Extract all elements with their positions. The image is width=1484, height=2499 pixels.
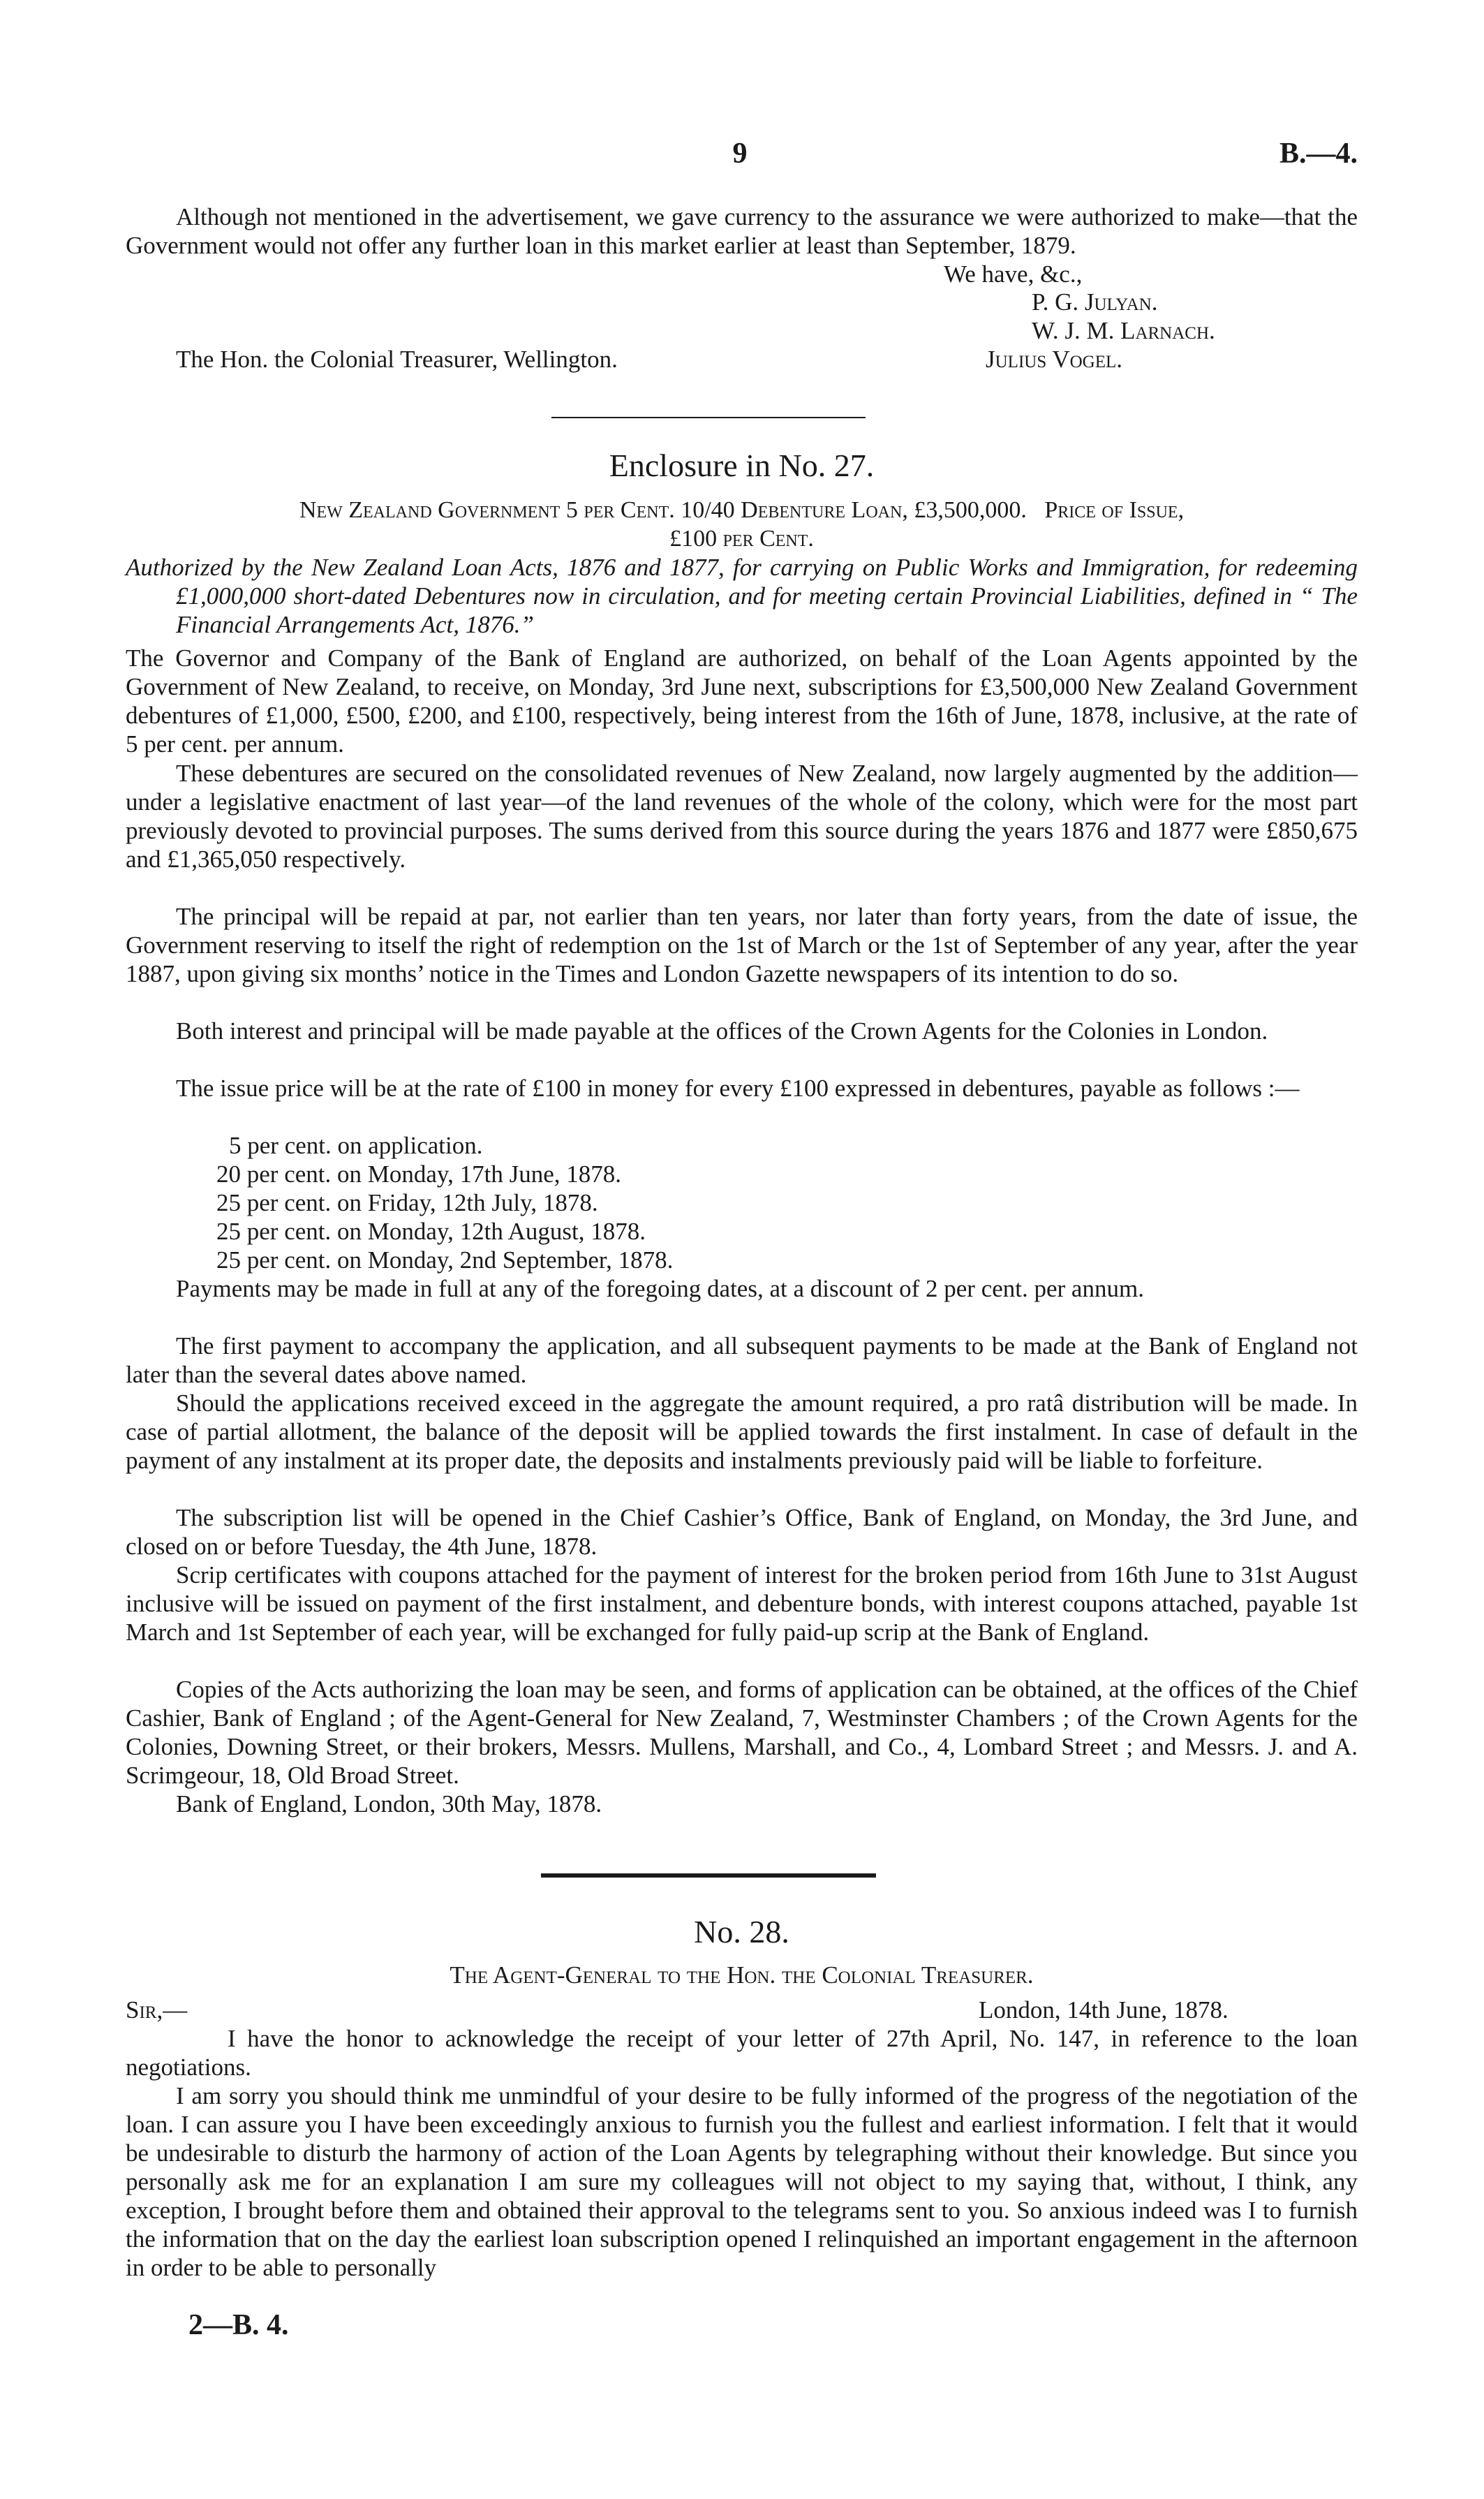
section-divider-thick [541,1873,876,1878]
signatory-1: P. G. Julyan. [1032,288,1158,316]
instalment-item: 25 per cent. on Monday, 2nd September, 1878. [216,1246,674,1274]
enclosure-paragraph-3: The principal will be repaid at par, not earlier than ten years, nor later than forty years, from the date of issue, the Government reserving to itself the right of redemption on the 1st of March or the 1st of September of any year, after the year 1887, upon giving six months’ notice in the Times and London Gazette newspapers of its intention to do so. [126,903,1358,987]
enclosure-paragraph-4: Both interest and principal will be made payable at the offices of the Crown Agents for the Colonies in London. [176,1017,1268,1045]
letter-28-paragraph-2: I am sorry you should think me unmindful of your desire to be fully informed of the progress of the negotiation of the loan. I can assure you I have been exceedingly anxious to furnish you the fullest and earliest information. I felt that it would be undesirable to disturb the harmony of action of the Loan Agents by telegraphing without their knowledge. But since you personally ask me for an explanation I am sure my colleagues will not object to my saying that, without, I think, any exception, I brought before them and obtained their approval to the telegrams sent to you. So anxious indeed was I to furnish the information that on the day the earliest loan subscription opened I relinquished an important engagement in the afternoon in order to be able to personally [126,2082,1358,2281]
enclosure-heading: Enclosure in No. 27. [609,448,875,483]
letter-28-date: London, 14th June, 1878. [979,1996,1229,2023]
letter-27-addressee: The Hon. the Colonial Treasurer, Wellington. [176,346,618,373]
enclosure-paragraph-5: The issue price will be at the rate of £100 in money for every £100 expressed in debentures, payable as follows :— [176,1075,1300,1102]
signatory-3: Julius Vogel. [986,346,1123,373]
section-divider [551,417,866,418]
enclosure-paragraph-9: The subscription list will be opened in the Chief Cashier’s Office, Bank of England, on Monday, the 3rd June, and closed on or before Tuesday, the 4th June, 1878. [126,1504,1358,1560]
signatory-2: W. J. M. Larnach. [1032,317,1215,344]
enclosure-paragraph-7: The first payment to accompany the application, and all subsequent payments to be made at the Bank of England not later than the several dates above named. [126,1332,1358,1388]
enclosure-paragraph-8: Should the applications received exceed in the aggregate the amount required, a pro ratâ distribution will be made. In case of partial allotment, the balance of the deposit will be applied towards the first instalment. In case of default in the payment of any instalment at its proper date, the deposits and instalments previously paid will be liable to forfeiture. [126,1389,1358,1474]
instalment-item: 5 per cent. on application. [229,1132,483,1159]
signature-mark: 2—B. 4. [188,2309,289,2341]
letter-28-salutation: Sir,— [126,1996,188,2023]
enclosure-paragraph-10: Scrip certificates with coupons attached for the payment of interest for the broken period from 16th June to 31st August inclusive will be issued on payment of the first instalment, and debenture bonds, with interest coupons attached, payable 1st March and 1st September of each year, will be exchanged for fully paid-up scrip at the Bank of England. [126,1561,1358,1646]
authorization-statement: Authorized by the New Zealand Loan Acts, 1876 and 1877, for carrying on Public Works and Immigration, for redeeming £1,000,000 short-dated Debentures now in circulation, and for meeting certain Provincial Liabilities, defined in “ The Financial Arrangements Act, 1876.” [126,554,1358,638]
letter-28-subheading: The Agent-General to the Hon. the Colonial Treasurer. [450,1961,1034,1989]
letter-27-closing: We have, &c., [944,260,1083,288]
letter-28-heading: No. 28. [694,1914,789,1949]
letter-27-closing-paragraph: Although not mentioned in the advertisement, we gave currency to the assurance we were authorized to make—that the Government would not offer any further loan in this market earlier at least than September, 1879. [126,203,1358,259]
enclosure-paragraph-6: Payments may be made in full at any of the foregoing dates, at a discount of 2 per cent. per annum. [176,1275,1144,1302]
enclosure-dateline: Bank of England, London, 30th May, 1878. [176,1790,602,1818]
instalment-item: 25 per cent. on Friday, 12th July, 1878. [216,1189,598,1216]
instalment-item: 20 per cent. on Monday, 17th June, 1878. [216,1160,621,1188]
letter-28-paragraph-1: I have the honor to acknowledge the receipt of your letter of 27th April, No. 147, in reference to the loan negotiations. [126,2025,1358,2081]
page-number: 9 [732,138,748,170]
loan-title-line-2: £100 per Cent. [669,526,814,552]
loan-title-line-1: New Zealand Government 5 per Cent. 10/40 Debenture Loan, £3,500,000. Price of Issue, [299,497,1185,523]
document-code: B.—4. [1279,138,1358,170]
enclosure-paragraph-2: These debentures are secured on the consolidated revenues of New Zealand, now largely augmented by the addition—under a legislative enactment of last year—of the land revenues of the whole of the colony, which were for the most part previously devoted to provincial purposes. The sums derived from this source during the years 1876 and 1877 were £850,675 and £1,365,050 respectively. [126,760,1358,873]
enclosure-paragraph-1: The Governor and Company of the Bank of England are authorized, on behalf of the Loan Agents appointed by the Government of New Zealand, to receive, on Monday, 3rd June next, subscriptions for £3,500,000 New Zealand Government debentures of £1,000, £500, £200, and £100, respectively, being interest from the 16th of June, 1878, inclusive, at the rate of 5 per cent. per annum. [126,644,1358,758]
instalment-item: 25 per cent. on Monday, 12th August, 1878. [216,1218,646,1245]
enclosure-paragraph-11: Copies of the Acts authorizing the loan may be seen, and forms of application can be obtained, at the offices of the Chief Cashier, Bank of England ; of the Agent-General for New Zealand, 7, Westminster Chambers ; of the Crown Agents for the Colonies, Downing Street, or their brokers, Messrs. Mullens, Marshall, and Co., 4, Lombard Street ; and Messrs. J. and A. Scrimgeour, 18, Old Broad Street. [126,1676,1358,1789]
